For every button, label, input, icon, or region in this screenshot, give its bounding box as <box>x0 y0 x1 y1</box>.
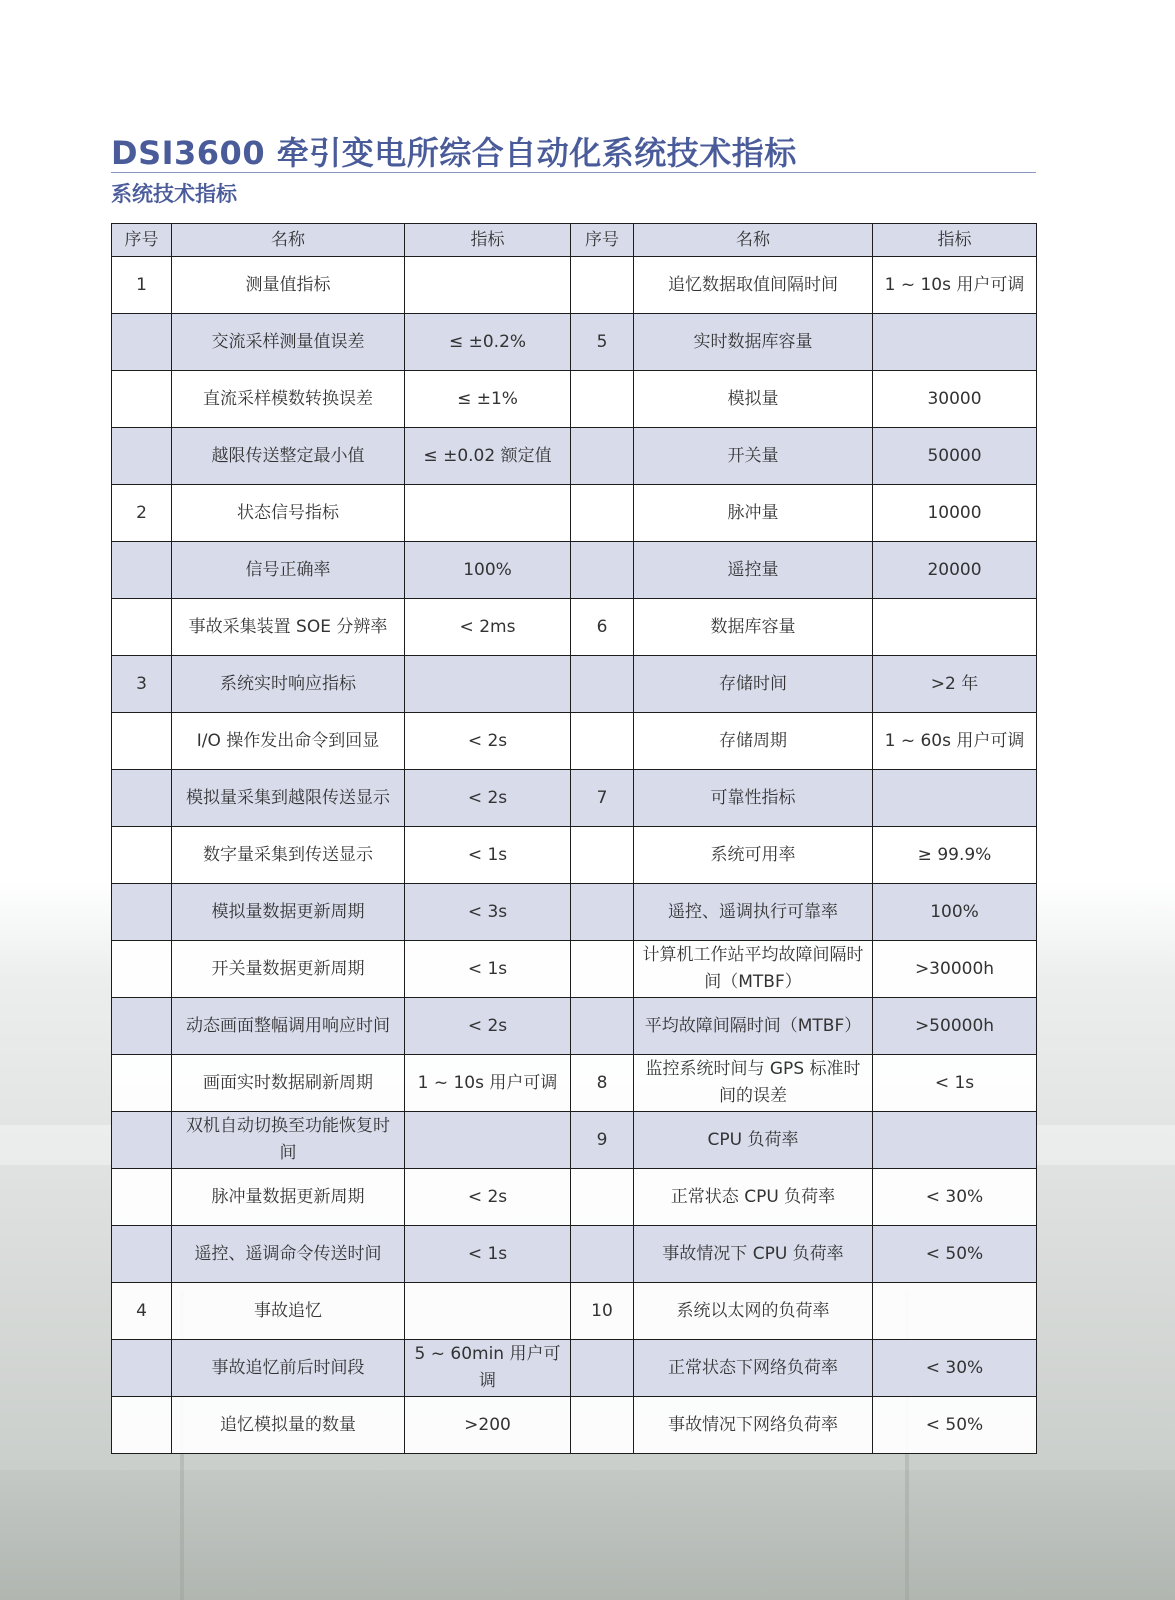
cell-name: 事故采集装置 SOE 分辨率 <box>172 599 405 656</box>
cell-name: 存储周期 <box>634 713 873 770</box>
cell-value <box>405 1112 571 1169</box>
cell-index <box>571 884 634 941</box>
cell-value: >50000h <box>873 998 1037 1055</box>
cell-index <box>112 884 172 941</box>
cell-index: 10 <box>571 1283 634 1340</box>
cell-index: 6 <box>571 599 634 656</box>
header-row <box>112 224 1037 257</box>
cell-index <box>571 428 634 485</box>
cell-value: < 1s <box>405 941 571 998</box>
cell-value: < 2s <box>405 770 571 827</box>
cell-value: 50000 <box>873 428 1037 485</box>
cell-name: 数字量采集到传送显示 <box>172 827 405 884</box>
cell-name: 模拟量采集到越限传送显示 <box>172 770 405 827</box>
cell-value: ≥ 99.9% <box>873 827 1037 884</box>
cell-name: 交流采样测量值误差 <box>172 314 405 371</box>
spec-table <box>111 223 1037 1454</box>
table-row <box>112 770 1037 827</box>
cell-value: ≤ ±0.2% <box>405 314 571 371</box>
cell-value: < 1s <box>405 827 571 884</box>
table-row <box>112 1169 1037 1226</box>
cell-name: 遥控、遥调命令传送时间 <box>172 1226 405 1283</box>
table-row <box>112 827 1037 884</box>
cell-index <box>112 1226 172 1283</box>
cell-name: 双机自动切换至功能恢复时间 <box>172 1112 405 1169</box>
cell-index <box>112 941 172 998</box>
cell-value: < 30% <box>873 1340 1037 1397</box>
cell-index <box>571 998 634 1055</box>
cell-value: >200 <box>405 1397 571 1454</box>
table-row <box>112 1397 1037 1454</box>
cell-index: 8 <box>571 1055 634 1112</box>
cell-index <box>112 542 172 599</box>
cell-name: 可靠性指标 <box>634 770 873 827</box>
cell-index <box>112 1340 172 1397</box>
cell-value: 10000 <box>873 485 1037 542</box>
cell-name: 数据库容量 <box>634 599 873 656</box>
cell-value: < 3s <box>405 884 571 941</box>
cell-name: 追忆数据取值间隔时间 <box>634 257 873 314</box>
cell-name: 越限传送整定最小值 <box>172 428 405 485</box>
cell-name: 开关量 <box>634 428 873 485</box>
table-row <box>112 599 1037 656</box>
cell-name: 监控系统时间与 GPS 标准时间的误差 <box>634 1055 873 1112</box>
cell-index: 9 <box>571 1112 634 1169</box>
cell-index <box>571 1397 634 1454</box>
cell-value: < 1s <box>873 1055 1037 1112</box>
cell-index <box>571 827 634 884</box>
cell-index <box>112 371 172 428</box>
cell-value: >30000h <box>873 941 1037 998</box>
cell-value <box>873 1112 1037 1169</box>
cell-name: 正常状态下网络负荷率 <box>634 1340 873 1397</box>
table-row <box>112 998 1037 1055</box>
cell-index: 5 <box>571 314 634 371</box>
cell-value: < 2s <box>405 1169 571 1226</box>
cell-name: 计算机工作站平均故障间隔时间（MTBF） <box>634 941 873 998</box>
cell-index: 3 <box>112 656 172 713</box>
cell-index <box>571 656 634 713</box>
spec-table-header <box>112 224 1037 257</box>
table-row <box>112 542 1037 599</box>
cell-name: I/O 操作发出命令到回显 <box>172 713 405 770</box>
cell-value: >2 年 <box>873 656 1037 713</box>
cell-value: 20000 <box>873 542 1037 599</box>
cell-value: < 2s <box>405 998 571 1055</box>
cell-name: 直流采样模数转换误差 <box>172 371 405 428</box>
table-row <box>112 1055 1037 1112</box>
table-row <box>112 371 1037 428</box>
cell-name: 脉冲量数据更新周期 <box>172 1169 405 1226</box>
table-row <box>112 941 1037 998</box>
spec-table-body <box>112 257 1037 1454</box>
header-value: 指标 <box>873 224 1037 257</box>
cell-name: 测量值指标 <box>172 257 405 314</box>
table-row <box>112 257 1037 314</box>
cell-index <box>112 998 172 1055</box>
table-row <box>112 656 1037 713</box>
cell-index <box>571 941 634 998</box>
cell-value <box>873 599 1037 656</box>
cell-name: 遥控量 <box>634 542 873 599</box>
cell-value <box>405 485 571 542</box>
cell-index <box>112 1169 172 1226</box>
cell-index <box>571 1169 634 1226</box>
cell-name: 系统可用率 <box>634 827 873 884</box>
cell-value: 1 ~ 10s 用户可调 <box>873 257 1037 314</box>
cell-name: 平均故障间隔时间（MTBF） <box>634 998 873 1055</box>
cell-value: 1 ~ 10s 用户可调 <box>405 1055 571 1112</box>
cell-name: 模拟量 <box>634 371 873 428</box>
cell-index <box>571 257 634 314</box>
cell-name: 模拟量数据更新周期 <box>172 884 405 941</box>
cell-value: < 50% <box>873 1226 1037 1283</box>
cell-value <box>873 770 1037 827</box>
header-name: 名称 <box>172 224 405 257</box>
header-value: 指标 <box>405 224 571 257</box>
cell-index <box>112 713 172 770</box>
table-row <box>112 713 1037 770</box>
cell-name: 存储时间 <box>634 656 873 713</box>
cell-value: 30000 <box>873 371 1037 428</box>
cell-value <box>873 1283 1037 1340</box>
cell-value: < 30% <box>873 1169 1037 1226</box>
cell-value <box>405 1283 571 1340</box>
cell-name: CPU 负荷率 <box>634 1112 873 1169</box>
cell-index <box>112 1055 172 1112</box>
title-divider <box>111 172 1036 173</box>
cell-value: 1 ~ 60s 用户可调 <box>873 713 1037 770</box>
cell-index <box>112 314 172 371</box>
table-row <box>112 884 1037 941</box>
cell-index <box>112 599 172 656</box>
cell-name: 追忆模拟量的数量 <box>172 1397 405 1454</box>
cell-value: ≤ ±0.02 额定值 <box>405 428 571 485</box>
cell-index <box>571 542 634 599</box>
cell-name: 开关量数据更新周期 <box>172 941 405 998</box>
cell-index <box>571 371 634 428</box>
table-row <box>112 485 1037 542</box>
cell-name: 状态信号指标 <box>172 485 405 542</box>
page-title: DSI3600 牵引变电所综合自动化系统技术指标 <box>111 134 797 172</box>
cell-name: 脉冲量 <box>634 485 873 542</box>
cell-name: 遥控、遥调执行可靠率 <box>634 884 873 941</box>
cell-index <box>112 827 172 884</box>
cell-value: < 2s <box>405 713 571 770</box>
cell-index <box>571 1226 634 1283</box>
cell-value <box>873 314 1037 371</box>
table-row <box>112 1283 1037 1340</box>
cell-index <box>112 770 172 827</box>
cell-index: 7 <box>571 770 634 827</box>
cell-value: 5 ~ 60min 用户可调 <box>405 1340 571 1397</box>
cell-index <box>112 428 172 485</box>
cell-name: 事故情况下网络负荷率 <box>634 1397 873 1454</box>
cell-index <box>571 713 634 770</box>
header-index: 序号 <box>571 224 634 257</box>
cell-index <box>112 1397 172 1454</box>
cell-value <box>405 656 571 713</box>
cell-value: < 1s <box>405 1226 571 1283</box>
cell-name: 事故追忆 <box>172 1283 405 1340</box>
cell-value: ≤ ±1% <box>405 371 571 428</box>
cell-name: 事故情况下 CPU 负荷率 <box>634 1226 873 1283</box>
cell-value: < 2ms <box>405 599 571 656</box>
cell-index <box>571 485 634 542</box>
table-row <box>112 1340 1037 1397</box>
cell-name: 实时数据库容量 <box>634 314 873 371</box>
header-name: 名称 <box>634 224 873 257</box>
cell-name: 事故追忆前后时间段 <box>172 1340 405 1397</box>
cell-value: 100% <box>873 884 1037 941</box>
cell-index <box>112 1112 172 1169</box>
section-title: 系统技术指标 <box>111 182 237 206</box>
table-row <box>112 428 1037 485</box>
table-row <box>112 1112 1037 1169</box>
cell-name: 正常状态 CPU 负荷率 <box>634 1169 873 1226</box>
cell-index: 1 <box>112 257 172 314</box>
cell-name: 画面实时数据刷新周期 <box>172 1055 405 1112</box>
cell-index: 4 <box>112 1283 172 1340</box>
cell-name: 系统以太网的负荷率 <box>634 1283 873 1340</box>
table-row <box>112 314 1037 371</box>
cell-name: 动态画面整幅调用响应时间 <box>172 998 405 1055</box>
cell-index <box>571 1340 634 1397</box>
table-row <box>112 1226 1037 1283</box>
cell-index: 2 <box>112 485 172 542</box>
cell-name: 系统实时响应指标 <box>172 656 405 713</box>
cell-value: 100% <box>405 542 571 599</box>
header-index: 序号 <box>112 224 172 257</box>
cell-value <box>405 257 571 314</box>
cell-name: 信号正确率 <box>172 542 405 599</box>
cell-value: < 50% <box>873 1397 1037 1454</box>
